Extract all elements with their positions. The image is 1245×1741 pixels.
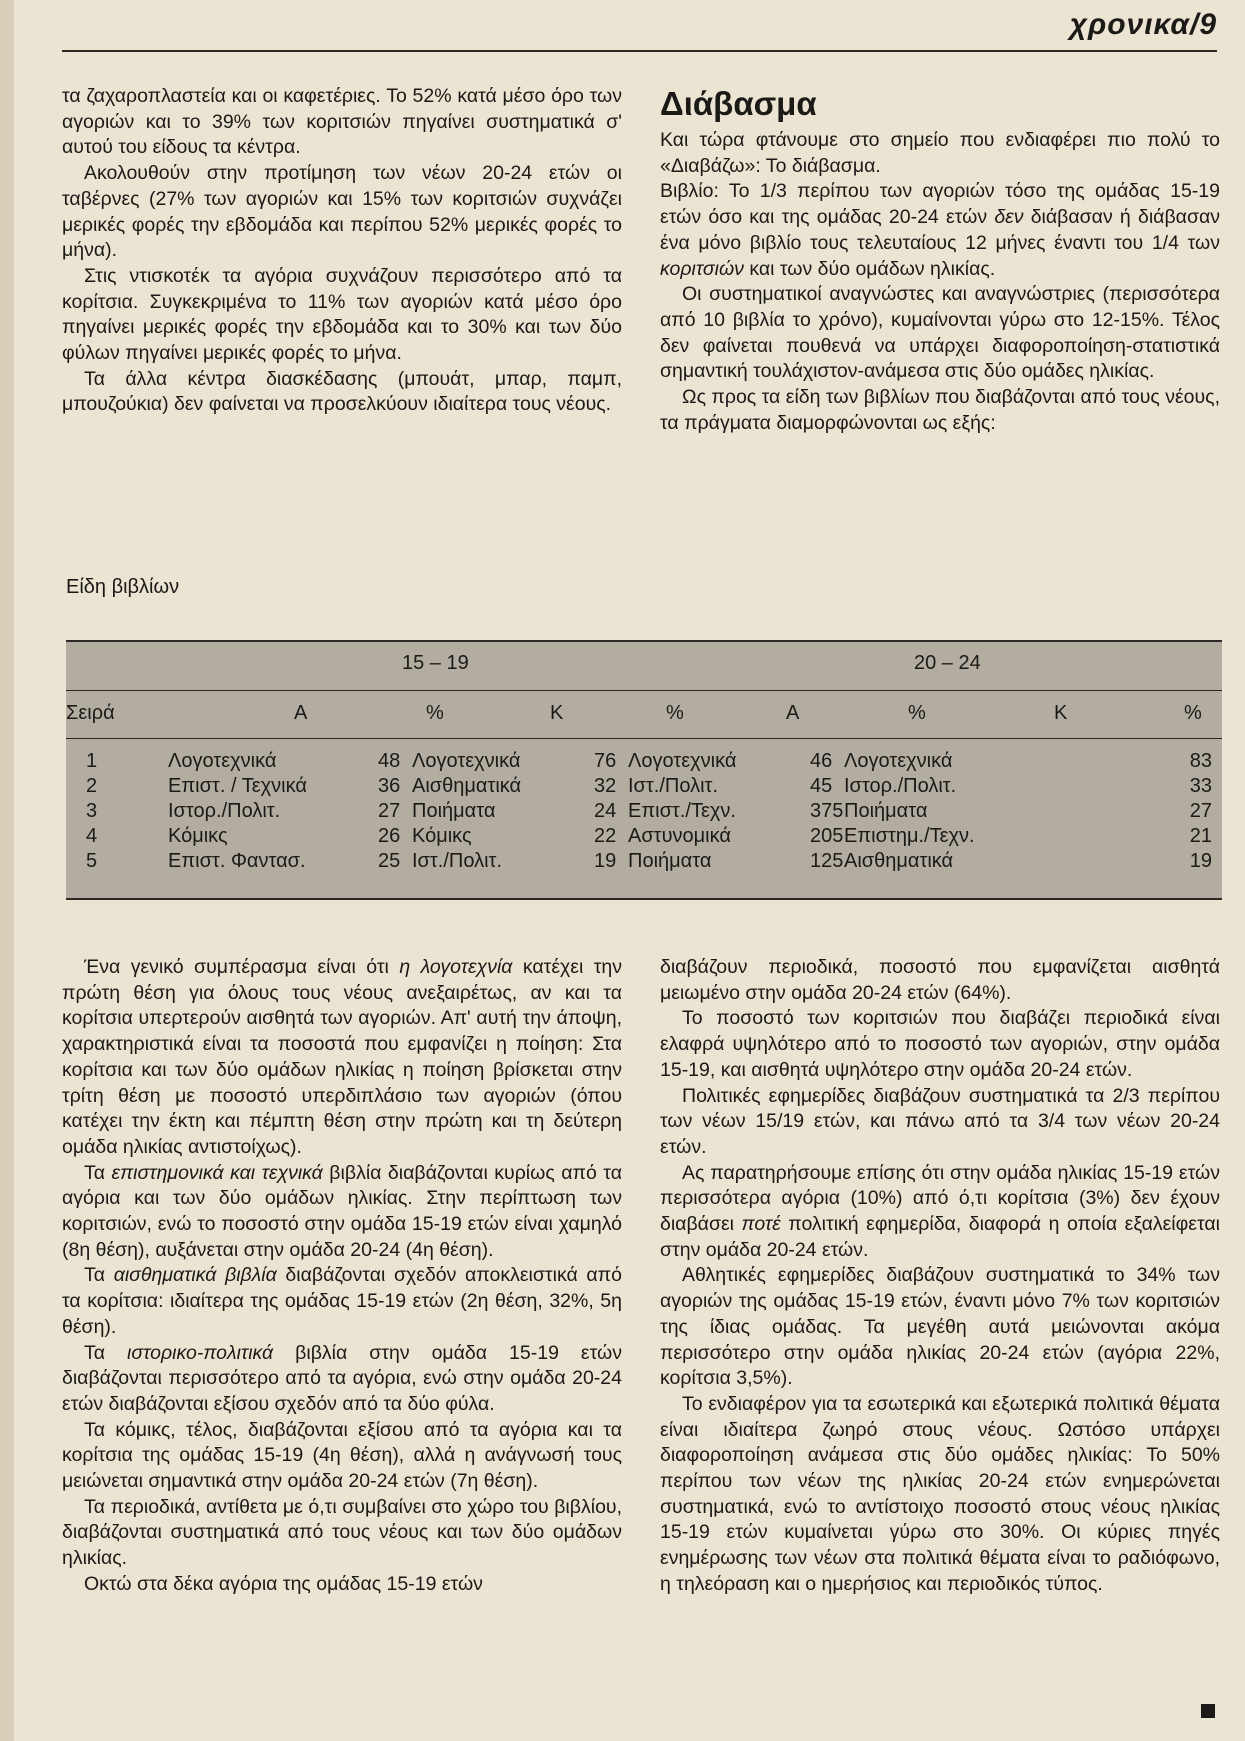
table-cell: Ιστ./Πολιτ. <box>628 775 718 797</box>
text-run: διάβασαν ή διάβασαν ένα μόνο βιβλίο τους τελευταίους 12 μήνες έναντι του 1/4 των <box>660 206 1221 254</box>
header-cell: % <box>908 702 926 724</box>
paragraph: διαβάζουν περιοδικά, ποσοστό που εμφανίζεται αισθητά μειωμένο στην ομάδα 20-24 ετών (64%). <box>660 956 1220 1004</box>
paragraph: Οκτώ στα δέκα αγόρια της ομάδας 15-19 ετών <box>84 1572 483 1595</box>
paragraph: Ως προς τα είδη των βιβλίων που διαβάζονται από τους νέους, τα πράγματα διαμορφώνονται ως εξής: <box>660 386 1220 434</box>
paragraph <box>62 955 622 1161</box>
table-cell: Επιστ. / Τεχνικά <box>168 775 307 797</box>
emphasis: δεν <box>994 206 1024 229</box>
table-cell: 375 <box>810 800 844 822</box>
table-cell: Ποιήματα <box>412 800 496 822</box>
header-cell: % <box>666 702 684 724</box>
right-column-top <box>660 84 1220 436</box>
group-label-20-24: 20 – 24 <box>914 652 981 674</box>
table-cell: 33 <box>1189 775 1212 797</box>
header-cell: Α <box>786 702 800 724</box>
text-run: κατέχει την πρώτη θέση για όλους τους νέους ανεξαιρέτως, αν και τα κορίτσια υπερτερούν αισθητά των αγοριών. Απ' αυτή την άποψη, χαρακτηριστικά είναι τα ποσοστά που εμφανίζει η ποίηση: Στα κορίτσια και των δύο ομάδων ηλικίας η ποίηση βρίσκεται στην τρίτη θέση με ποσοστό υπερδιπλάσιο των αγοριών (όπου κατέχει την έκτη και πέμπτη θέση στην πρώτη και τη δεύτερη ομάδα ηλικίας αντιστοίχως). <box>62 956 623 1158</box>
table-cell: 1 <box>86 750 98 772</box>
table-cell: 2 <box>86 775 98 797</box>
page-edge <box>0 0 14 1741</box>
page-header-title: χρονικα/9 <box>1069 8 1217 41</box>
paragraph: Ακολουθούν στην προτίμηση των νέων 20-24 ετών οι ταβέρνες (27% των αγοριών και 15% των κοριτσιών συχνάζει μερικές φορές την εβδομάδα και περίπου 52% μερικές φορές το μήνα). <box>62 162 622 262</box>
table-cell: 36 <box>378 775 401 797</box>
emphasis: ποτέ <box>741 1213 781 1236</box>
paragraph: Πολιτικές εφημερίδες διαβάζουν συστηματικά τα 2/3 περίπου των νέων 15/19 ετών, και πάνω από τα 3/4 των νέων 20-24 ετών. <box>660 1084 1220 1158</box>
emphasis: ιστορικο-πολιτικά <box>127 1341 274 1364</box>
book-types-table <box>66 640 1222 900</box>
header-cell: Α <box>294 702 308 724</box>
header-cell: % <box>426 702 444 724</box>
group-label-15-19: 15 – 19 <box>402 652 469 674</box>
table-cell: Λογοτεχνικά <box>628 750 737 772</box>
table-cell: 76 <box>594 750 617 772</box>
text-run: βιβλία διαβάζονται κυρίως από τα αγόρια και των δύο ομάδων ηλικίας. Στην περίπτωση των κοριτσιών, ενώ το ποσοστό στην ομάδα 15-19 ετών είναι χαμηλό (8η θέση), αυξάνεται στην ομάδα 20-24 (4η θέση). <box>62 1161 622 1261</box>
paragraph <box>660 179 1220 282</box>
table-row <box>66 750 1222 775</box>
text-run: βιβλία στην ομάδα 15-19 ετών διαβάζονται περισσότερο από τα αγόρια, ενώ στην ομάδα 20-24 ετών διαβάζονται εξίσου σχεδόν από τα δύο φύλα. <box>62 1341 622 1415</box>
table-cell: Αισθηματικά <box>844 850 954 872</box>
paragraph: τα ζαχαροπλαστεία και οι καφετέριες. Το 52% κατά μέσο όρο των αγοριών και το 39% των κοριτσιών πηγαίνει συστηματικά σ' αυτού του είδους τα κέντρα. <box>62 85 622 159</box>
table-body <box>66 750 1222 875</box>
table-cell: Επιστημ./Τεχν. <box>844 825 975 847</box>
paragraph: Τα περιοδικά, αντίθετα με ό,τι συμβαίνει στο χώρο του βιβλίου, διαβάζονται συστηματικά από τους νέους και των δύο ομάδων ηλικίας. <box>62 1495 622 1570</box>
table-cell: 27 <box>1189 800 1212 822</box>
table-cell: 27 <box>378 800 401 822</box>
table-rule <box>66 690 1222 691</box>
table-cell: Αστυνομικά <box>628 825 731 847</box>
paragraph <box>660 1161 1220 1264</box>
table-cell: 46 <box>810 750 833 772</box>
table-cell: 26 <box>378 825 401 847</box>
paragraph <box>62 1341 622 1418</box>
table-cell: Κόμικς <box>412 825 472 847</box>
text-run: Τα <box>84 1341 128 1364</box>
table-cell: 19 <box>1189 850 1212 872</box>
header-cell: Κ <box>550 702 564 724</box>
header-cell: Κ <box>1054 702 1068 724</box>
text-run: Βιβλίο: Το 1/3 περίπου των αγοριών τόσο της ομάδας 15-19 ετών όσο και της ομάδας 20-24 ετών <box>660 180 1220 229</box>
end-of-article-mark <box>1201 1704 1215 1718</box>
paragraph: Αθλητικές εφημερίδες διαβάζουν συστηματικά το 34% των αγοριών της ομάδας 15-19 ετών, έναντι μόνο 7% των κοριτσιών της ίδιας ομάδας. Τα μεγέθη αυτά μειώνονται ακόμα περισσότερο στην ομάδα ηλικίας 20-24 ετών (αγόρια 22%, κορίτσια 3,5%). <box>660 1264 1220 1390</box>
emphasis: επιστημονικά και τεχνικά <box>111 1161 323 1184</box>
table-cell: 205 <box>810 825 844 847</box>
emphasis: αισθηματικά βιβλία <box>113 1264 277 1287</box>
table-cell: Ποιήματα <box>844 800 928 822</box>
paragraph <box>62 1263 622 1340</box>
table-cell: Ιστ./Πολιτ. <box>412 850 502 872</box>
left-column-bottom <box>62 955 622 1598</box>
table-row <box>66 850 1222 875</box>
text-run: Τα <box>84 1161 112 1184</box>
table-cell: 5 <box>86 850 98 872</box>
right-column-bottom <box>660 955 1220 1598</box>
text-run: Ένα γενικό συμπέρασμα είναι ότι <box>84 956 400 978</box>
table-cell: 4 <box>86 825 98 847</box>
table-row <box>66 775 1222 800</box>
table-cell: 19 <box>594 850 617 872</box>
paragraph <box>62 1161 622 1264</box>
table-row <box>66 800 1222 825</box>
left-column-top <box>62 84 622 418</box>
table-cell: Λογοτεχνικά <box>844 750 953 772</box>
table-cell: 45 <box>810 775 833 797</box>
text-run: πολιτική εφημερίδα, διαφορά η οποία εξαλείφεται στην ομάδα 20-24 ετών. <box>660 1213 1220 1261</box>
text-run: Τα <box>84 1264 114 1287</box>
table-cell: Αισθηματικά <box>412 775 522 797</box>
header-cell: Σειρά <box>66 702 115 724</box>
table-cell: 48 <box>378 750 401 772</box>
table-cell: 32 <box>594 775 617 797</box>
text-run: Ας παρατηρήσουμε επίσης ότι στην ομάδα ηλικίας 15-19 ετών περισσότερα αγόρια (10%) από ό,τι κορίτσια (3%) δεν έχουν διαβάσει <box>660 1161 1220 1236</box>
table-cell: Ιστορ./Πολιτ. <box>168 800 281 822</box>
table-cell: Λογοτεχνικά <box>168 750 277 772</box>
table-cell: 21 <box>1189 825 1212 847</box>
table-cell: 125 <box>810 850 844 872</box>
table-cell: Ιστορ./Πολιτ. <box>844 775 957 797</box>
section-heading: Διάβασμα <box>660 85 817 122</box>
table-cell: Επιστ./Τεχν. <box>628 800 736 822</box>
table-caption: Είδη βιβλίων <box>66 576 180 598</box>
paragraph: Οι συστηματικοί αναγνώστες και αναγνώστριες (περισσότερα από 10 βιβλία το χρόνο), κυμαίνονται γύρω στο 12-15%. Τέλος δεν φαίνεται πουθενά να υπάρχει διαφοροποίηση-στατιστικά σημαντική τουλάχιστον-ανάμεσα στις δύο ομάδες ηλικίας. <box>660 283 1220 383</box>
table-cell: Λογοτεχνικά <box>412 750 521 772</box>
paragraph: Τα κόμικς, τέλος, διαβάζονται εξίσου από τα αγόρια και τα κορίτσια της ομάδας 15-19 (4η θέση), αλλά η ανάγνωσή τους μειώνεται σημαντικά στην ομάδα 20-24 ετών (7η θέση). <box>62 1418 622 1493</box>
table-row <box>66 825 1222 850</box>
emphasis: η λογοτεχνία <box>399 956 513 978</box>
table-cell: 22 <box>594 825 617 847</box>
paragraph: Το ποσοστό των κοριτσιών που διαβάζει περιοδικά είναι ελαφρά υψηλότερο από το ποσοστό των αγοριών, στην ομάδα 15-19, και αισθητά υψηλότερο στην ομάδα 20-24 ετών. <box>660 1007 1220 1081</box>
header-rule <box>62 50 1217 52</box>
table-cell: Κόμικς <box>168 825 228 847</box>
text-run: και των δύο ομάδων ηλικίας. <box>743 257 996 280</box>
paragraph: Το ενδιαφέρον για τα εσωτερικά και εξωτερικά πολιτικά θέματα είναι ιδιαίτερα ζωηρό στους νέους. Ωστόσο υπάρχει διαφοροποίηση ανάμεσα στις δύο ομάδες ηλικίας: Το 50% περίπου των νέων της ηλικίας 20-24 ετών ενημερώνεται συστηματικά, ενώ το αντίστοιχο ποσοστό στους νέους ηλικίας 15-19 ετών κυμαίνεται γύρω στο 30%. Οι κύριες πηγές ενημέρωσης των νέων στα πολιτικά θέματα είναι το ραδιόφωνο, η τηλεόραση και ο ημερήσιος και περιοδικός τύπος. <box>660 1392 1220 1595</box>
table-cell: Επιστ. Φαντασ. <box>168 850 306 872</box>
emphasis: κοριτσιών <box>660 257 744 280</box>
table-cell: 3 <box>86 800 98 822</box>
header-cell: % <box>1184 702 1202 724</box>
table-cell: 25 <box>378 850 401 872</box>
text-run: διαβάζονται σχεδόν αποκλειστικά από τα κορίτσια: ιδιαίτερα της ομάδας 15-19 ετών (2η θέση, 32%, 5η θέση). <box>62 1264 622 1338</box>
table-cell: 24 <box>594 800 617 822</box>
table-cell: 83 <box>1189 750 1212 772</box>
paragraph: Και τώρα φτάνουμε στο σημείο που ενδιαφέρει πιο πολύ το «Διαβάζω»: Το διάβασμα. <box>660 129 1220 177</box>
paragraph: Τα άλλα κέντρα διασκέδασης (μπουάτ, μπαρ, παμπ, μπουζούκια) δεν φαίνεται να προσελκύουν ιδιαίτερα τους νέους. <box>62 367 622 416</box>
paragraph: Στις ντισκοτέκ τα αγόρια συχνάζουν περισσότερο από τα κορίτσια. Συγκεκριμένα το 11% των αγοριών κατά μέσο όρο πηγαίνει μερικές φορές την εβδομάδα και το 30% και των δύο φύλων πηγαίνει μερικές φορές το μήνα. <box>62 264 622 365</box>
table-cell: Ποιήματα <box>628 850 712 872</box>
table-rule <box>66 738 1222 739</box>
